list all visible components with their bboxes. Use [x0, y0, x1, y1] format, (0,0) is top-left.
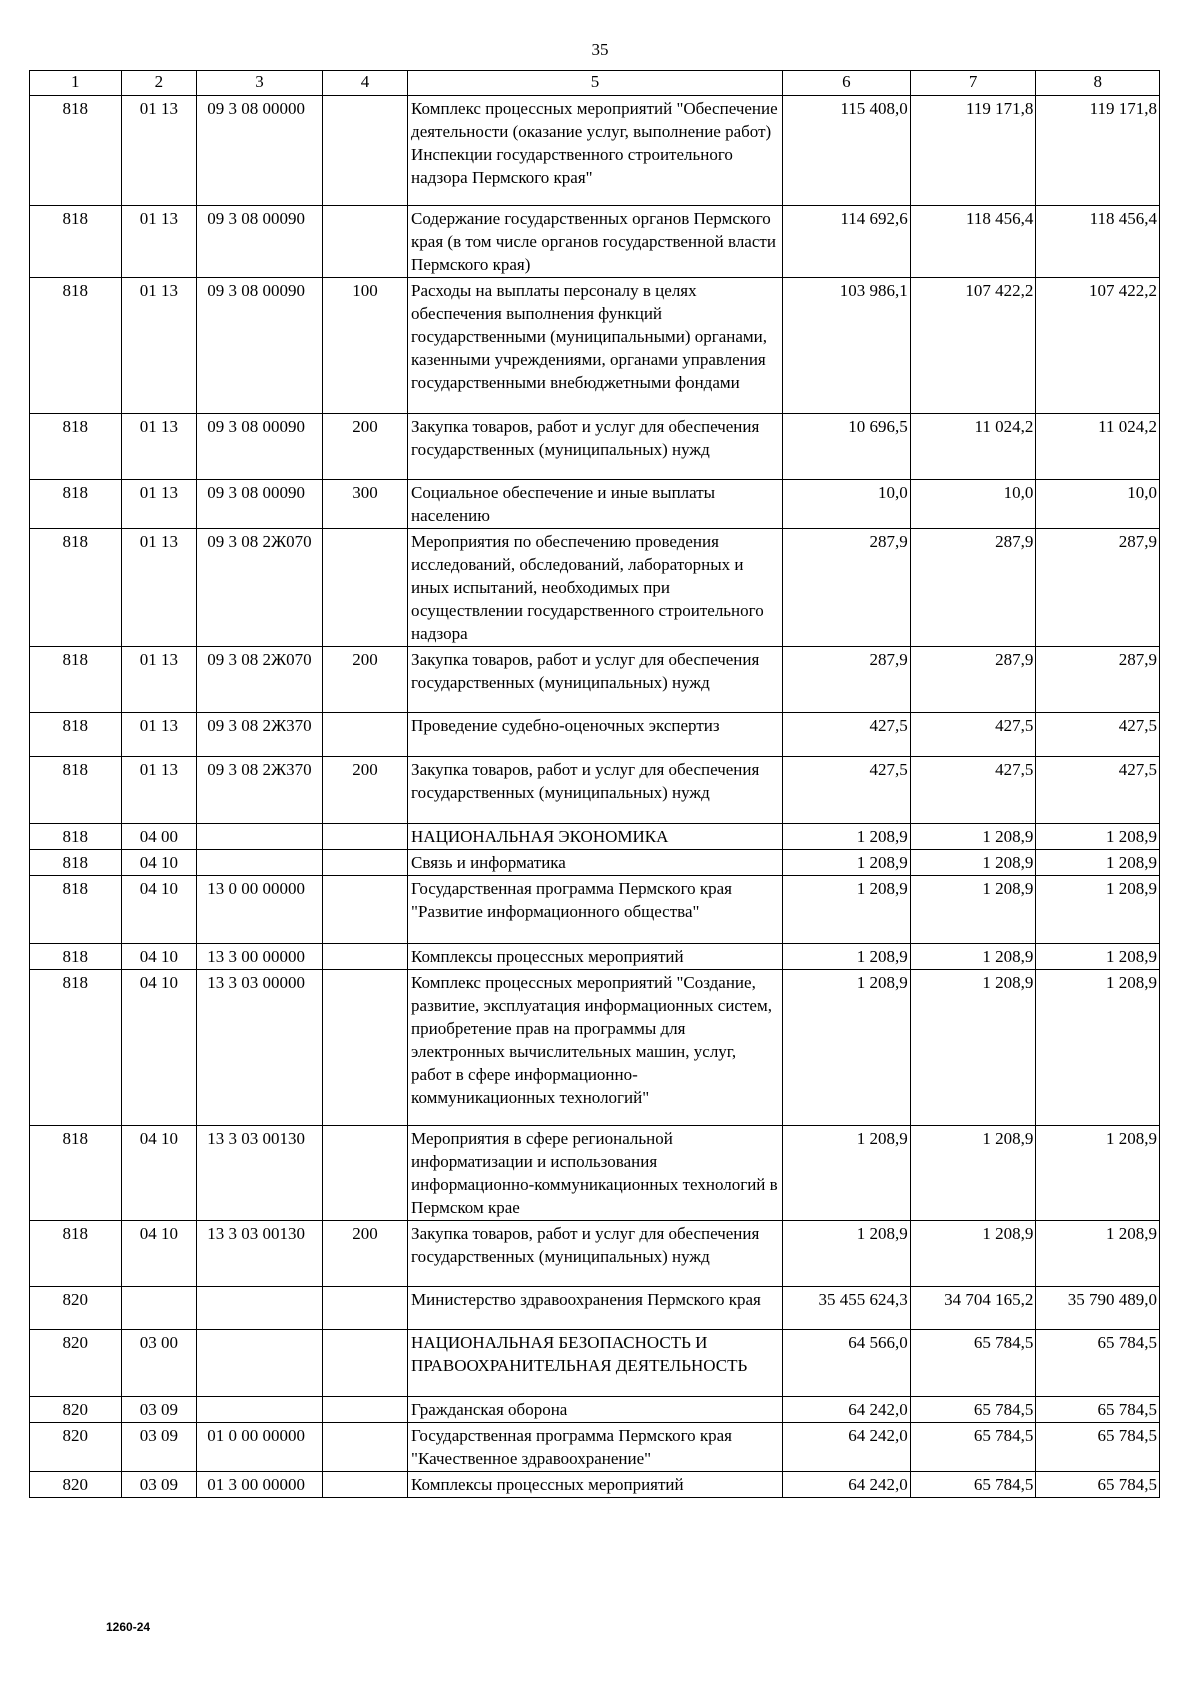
table-row	[30, 96, 1160, 206]
cell-section: 01 13	[121, 757, 197, 824]
cell-expense-type	[322, 1287, 407, 1330]
cell-admin-code: 818	[30, 1221, 122, 1287]
table-row	[30, 1126, 1160, 1221]
cell-amount-2026: 1 208,9	[910, 1126, 1036, 1221]
table-row	[30, 480, 1160, 529]
cell-amount-2026: 427,5	[910, 713, 1036, 757]
cell-amount-2026: 427,5	[910, 757, 1036, 824]
cell-amount-2025: 1 208,9	[782, 970, 910, 1126]
cell-amount-2026: 1 208,9	[910, 876, 1036, 944]
cell-amount-2027: 118 456,4	[1036, 206, 1160, 278]
cell-amount-2025: 287,9	[782, 529, 910, 647]
table-row	[30, 1397, 1160, 1423]
cell-amount-2025: 64 242,0	[782, 1423, 910, 1472]
cell-target-article: 09 3 08 2Ж370	[197, 713, 323, 757]
cell-amount-2026: 11 024,2	[910, 414, 1036, 480]
cell-section: 03 09	[121, 1423, 197, 1472]
cell-section: 03 00	[121, 1330, 197, 1397]
cell-amount-2026: 65 784,5	[910, 1330, 1036, 1397]
cell-amount-2026: 107 422,2	[910, 278, 1036, 414]
cell-name: Содержание государственных органов Пермского края (в том числе органов государственной власти Пермского края)	[408, 206, 783, 278]
cell-name: НАЦИОНАЛЬНАЯ БЕЗОПАСНОСТЬ И ПРАВООХРАНИТЕЛЬНАЯ ДЕЯТЕЛЬНОСТЬ	[408, 1330, 783, 1397]
cell-name: Закупка товаров, работ и услуг для обеспечения государственных (муниципальных) нужд	[408, 1221, 783, 1287]
cell-admin-code: 818	[30, 414, 122, 480]
cell-section: 04 10	[121, 944, 197, 970]
cell-amount-2026: 1 208,9	[910, 970, 1036, 1126]
cell-name: Расходы на выплаты персоналу в целях обеспечения выполнения функций государственными (муниципальными) органами, казенными учреждениями, органами управления государственными внебюджетными фондами	[408, 278, 783, 414]
cell-expense-type	[322, 206, 407, 278]
cell-amount-2027: 1 208,9	[1036, 1126, 1160, 1221]
cell-amount-2025: 114 692,6	[782, 206, 910, 278]
cell-section: 04 10	[121, 970, 197, 1126]
cell-amount-2026: 1 208,9	[910, 850, 1036, 876]
cell-amount-2026: 119 171,8	[910, 96, 1036, 206]
cell-expense-type: 200	[322, 757, 407, 824]
cell-admin-code: 820	[30, 1330, 122, 1397]
cell-amount-2025: 1 208,9	[782, 1126, 910, 1221]
cell-section: 04 10	[121, 1126, 197, 1221]
cell-amount-2027: 287,9	[1036, 647, 1160, 713]
column-header: 7	[910, 71, 1036, 96]
table-row	[30, 529, 1160, 647]
cell-target-article: 13 3 03 00130	[197, 1126, 323, 1221]
cell-expense-type: 200	[322, 1221, 407, 1287]
cell-section: 01 13	[121, 96, 197, 206]
cell-amount-2026: 118 456,4	[910, 206, 1036, 278]
budget-table	[29, 70, 1160, 1498]
cell-amount-2026: 65 784,5	[910, 1423, 1036, 1472]
cell-name: Социальное обеспечение и иные выплаты населению	[408, 480, 783, 529]
cell-amount-2025: 64 242,0	[782, 1397, 910, 1423]
cell-expense-type	[322, 96, 407, 206]
table-row	[30, 1423, 1160, 1472]
cell-admin-code: 818	[30, 96, 122, 206]
cell-admin-code: 818	[30, 1126, 122, 1221]
cell-name: Комплексы процессных мероприятий	[408, 1472, 783, 1498]
cell-amount-2026: 1 208,9	[910, 944, 1036, 970]
cell-amount-2027: 1 208,9	[1036, 1221, 1160, 1287]
cell-expense-type	[322, 944, 407, 970]
cell-admin-code: 818	[30, 944, 122, 970]
cell-section: 01 13	[121, 529, 197, 647]
cell-amount-2027: 65 784,5	[1036, 1397, 1160, 1423]
cell-section: 01 13	[121, 206, 197, 278]
table-row	[30, 278, 1160, 414]
table-row	[30, 970, 1160, 1126]
cell-amount-2027: 107 422,2	[1036, 278, 1160, 414]
cell-admin-code: 818	[30, 278, 122, 414]
cell-amount-2026: 1 208,9	[910, 824, 1036, 850]
cell-amount-2027: 65 784,5	[1036, 1423, 1160, 1472]
cell-amount-2027: 65 784,5	[1036, 1472, 1160, 1498]
cell-amount-2025: 10,0	[782, 480, 910, 529]
cell-name: Проведение судебно-оценочных экспертиз	[408, 713, 783, 757]
cell-amount-2025: 1 208,9	[782, 824, 910, 850]
cell-name: Государственная программа Пермского края "Качественное здравоохранение"	[408, 1423, 783, 1472]
cell-amount-2027: 1 208,9	[1036, 970, 1160, 1126]
table-row	[30, 206, 1160, 278]
cell-expense-type	[322, 850, 407, 876]
cell-amount-2027: 1 208,9	[1036, 850, 1160, 876]
cell-amount-2027: 10,0	[1036, 480, 1160, 529]
cell-amount-2027: 1 208,9	[1036, 876, 1160, 944]
column-header: 8	[1036, 71, 1160, 96]
cell-admin-code: 820	[30, 1287, 122, 1330]
column-header: 3	[197, 71, 323, 96]
page-number: 35	[591, 40, 609, 59]
table-row	[30, 1287, 1160, 1330]
table-row	[30, 713, 1160, 757]
cell-target-article: 09 3 08 2Ж070	[197, 647, 323, 713]
cell-amount-2027: 1 208,9	[1036, 944, 1160, 970]
cell-target-article: 09 3 08 00090	[197, 206, 323, 278]
document-code: 1260-24	[106, 1620, 151, 1634]
cell-section: 01 13	[121, 713, 197, 757]
cell-admin-code: 818	[30, 876, 122, 944]
cell-name: Закупка товаров, работ и услуг для обеспечения государственных (муниципальных) нужд	[408, 757, 783, 824]
table-row	[30, 1330, 1160, 1397]
column-header: 4	[322, 71, 407, 96]
cell-admin-code: 818	[30, 824, 122, 850]
cell-admin-code: 820	[30, 1423, 122, 1472]
cell-target-article: 09 3 08 2Ж070	[197, 529, 323, 647]
cell-target-article	[197, 850, 323, 876]
cell-target-article: 13 0 00 00000	[197, 876, 323, 944]
cell-name: Связь и информатика	[408, 850, 783, 876]
cell-target-article: 09 3 08 00000	[197, 96, 323, 206]
cell-amount-2025: 287,9	[782, 647, 910, 713]
cell-section: 04 10	[121, 850, 197, 876]
cell-amount-2025: 103 986,1	[782, 278, 910, 414]
cell-target-article: 09 3 08 00090	[197, 414, 323, 480]
cell-expense-type	[322, 1423, 407, 1472]
cell-expense-type: 200	[322, 647, 407, 713]
cell-name: Комплекс процессных мероприятий "Создание, развитие, эксплуатация информационных систем, приобретение прав на программы для электронных вычислительных машин, услуг, работ в сфере информационно-коммуникационных технологий"	[408, 970, 783, 1126]
cell-section	[121, 1287, 197, 1330]
cell-amount-2027: 65 784,5	[1036, 1330, 1160, 1397]
cell-amount-2027: 1 208,9	[1036, 824, 1160, 850]
cell-section: 01 13	[121, 278, 197, 414]
cell-expense-type	[322, 970, 407, 1126]
table-row	[30, 647, 1160, 713]
cell-amount-2025: 427,5	[782, 757, 910, 824]
table-row	[30, 824, 1160, 850]
cell-admin-code: 820	[30, 1472, 122, 1498]
cell-target-article: 09 3 08 00090	[197, 480, 323, 529]
cell-section: 03 09	[121, 1472, 197, 1498]
cell-expense-type: 200	[322, 414, 407, 480]
cell-section: 01 13	[121, 647, 197, 713]
table-row	[30, 850, 1160, 876]
cell-name: Комплекс процессных мероприятий "Обеспечение деятельности (оказание услуг, выполнение работ) Инспекции государственного строительного надзора Пермского края"	[408, 96, 783, 206]
cell-name: Мероприятия в сфере региональной информатизации и использования информационно-коммуникационных технологий в Пермском крае	[408, 1126, 783, 1221]
cell-admin-code: 818	[30, 757, 122, 824]
column-header: 1	[30, 71, 122, 96]
cell-expense-type	[322, 529, 407, 647]
cell-amount-2026: 34 704 165,2	[910, 1287, 1036, 1330]
cell-amount-2027: 119 171,8	[1036, 96, 1160, 206]
cell-amount-2025: 35 455 624,3	[782, 1287, 910, 1330]
column-header: 6	[782, 71, 910, 96]
cell-admin-code: 818	[30, 529, 122, 647]
table-row	[30, 1221, 1160, 1287]
cell-target-article: 09 3 08 00090	[197, 278, 323, 414]
cell-expense-type	[322, 1472, 407, 1498]
table-row	[30, 944, 1160, 970]
cell-target-article: 13 3 03 00000	[197, 970, 323, 1126]
cell-amount-2025: 427,5	[782, 713, 910, 757]
cell-expense-type	[322, 1397, 407, 1423]
cell-target-article: 13 3 03 00130	[197, 1221, 323, 1287]
cell-amount-2027: 427,5	[1036, 757, 1160, 824]
table-row	[30, 757, 1160, 824]
cell-name: Государственная программа Пермского края "Развитие информационного общества"	[408, 876, 783, 944]
cell-section: 04 10	[121, 876, 197, 944]
cell-amount-2027: 427,5	[1036, 713, 1160, 757]
cell-target-article: 01 3 00 00000	[197, 1472, 323, 1498]
cell-amount-2025: 1 208,9	[782, 850, 910, 876]
table-row	[30, 1472, 1160, 1498]
cell-name: Комплексы процессных мероприятий	[408, 944, 783, 970]
cell-amount-2025: 1 208,9	[782, 876, 910, 944]
header-row	[30, 71, 1160, 96]
cell-section: 04 10	[121, 1221, 197, 1287]
cell-expense-type	[322, 1330, 407, 1397]
cell-name: Гражданская оборона	[408, 1397, 783, 1423]
cell-expense-type	[322, 876, 407, 944]
column-header: 2	[121, 71, 197, 96]
cell-target-article: 13 3 00 00000	[197, 944, 323, 970]
table-row	[30, 414, 1160, 480]
cell-name: Мероприятия по обеспечению проведения исследований, обследований, лабораторных и иных испытаний, необходимых при осуществлении государственного строительного надзора	[408, 529, 783, 647]
cell-expense-type: 300	[322, 480, 407, 529]
cell-admin-code: 820	[30, 1397, 122, 1423]
cell-admin-code: 818	[30, 970, 122, 1126]
cell-amount-2027: 11 024,2	[1036, 414, 1160, 480]
cell-amount-2027: 287,9	[1036, 529, 1160, 647]
cell-expense-type: 100	[322, 278, 407, 414]
cell-name: Закупка товаров, работ и услуг для обеспечения государственных (муниципальных) нужд	[408, 414, 783, 480]
cell-amount-2025: 64 566,0	[782, 1330, 910, 1397]
cell-target-article: 01 0 00 00000	[197, 1423, 323, 1472]
cell-name: НАЦИОНАЛЬНАЯ ЭКОНОМИКА	[408, 824, 783, 850]
cell-expense-type	[322, 1126, 407, 1221]
cell-amount-2026: 287,9	[910, 529, 1036, 647]
cell-expense-type	[322, 713, 407, 757]
cell-section: 03 09	[121, 1397, 197, 1423]
cell-target-article: 09 3 08 2Ж370	[197, 757, 323, 824]
cell-admin-code: 818	[30, 206, 122, 278]
cell-admin-code: 818	[30, 713, 122, 757]
cell-amount-2025: 115 408,0	[782, 96, 910, 206]
cell-amount-2026: 1 208,9	[910, 1221, 1036, 1287]
cell-target-article	[197, 1287, 323, 1330]
cell-expense-type	[322, 824, 407, 850]
table-body	[30, 96, 1160, 1498]
cell-target-article	[197, 824, 323, 850]
cell-name: Закупка товаров, работ и услуг для обеспечения государственных (муниципальных) нужд	[408, 647, 783, 713]
table-row	[30, 876, 1160, 944]
cell-admin-code: 818	[30, 647, 122, 713]
cell-admin-code: 818	[30, 480, 122, 529]
cell-section: 01 13	[121, 480, 197, 529]
cell-section: 01 13	[121, 414, 197, 480]
cell-amount-2027: 35 790 489,0	[1036, 1287, 1160, 1330]
cell-amount-2026: 65 784,5	[910, 1472, 1036, 1498]
column-header: 5	[408, 71, 783, 96]
cell-section: 04 00	[121, 824, 197, 850]
cell-amount-2025: 64 242,0	[782, 1472, 910, 1498]
cell-amount-2026: 287,9	[910, 647, 1036, 713]
cell-amount-2025: 1 208,9	[782, 944, 910, 970]
cell-amount-2026: 65 784,5	[910, 1397, 1036, 1423]
cell-amount-2025: 10 696,5	[782, 414, 910, 480]
cell-admin-code: 818	[30, 850, 122, 876]
cell-name: Министерство здравоохранения Пермского края	[408, 1287, 783, 1330]
cell-amount-2026: 10,0	[910, 480, 1036, 529]
cell-amount-2025: 1 208,9	[782, 1221, 910, 1287]
cell-target-article	[197, 1330, 323, 1397]
cell-target-article	[197, 1397, 323, 1423]
